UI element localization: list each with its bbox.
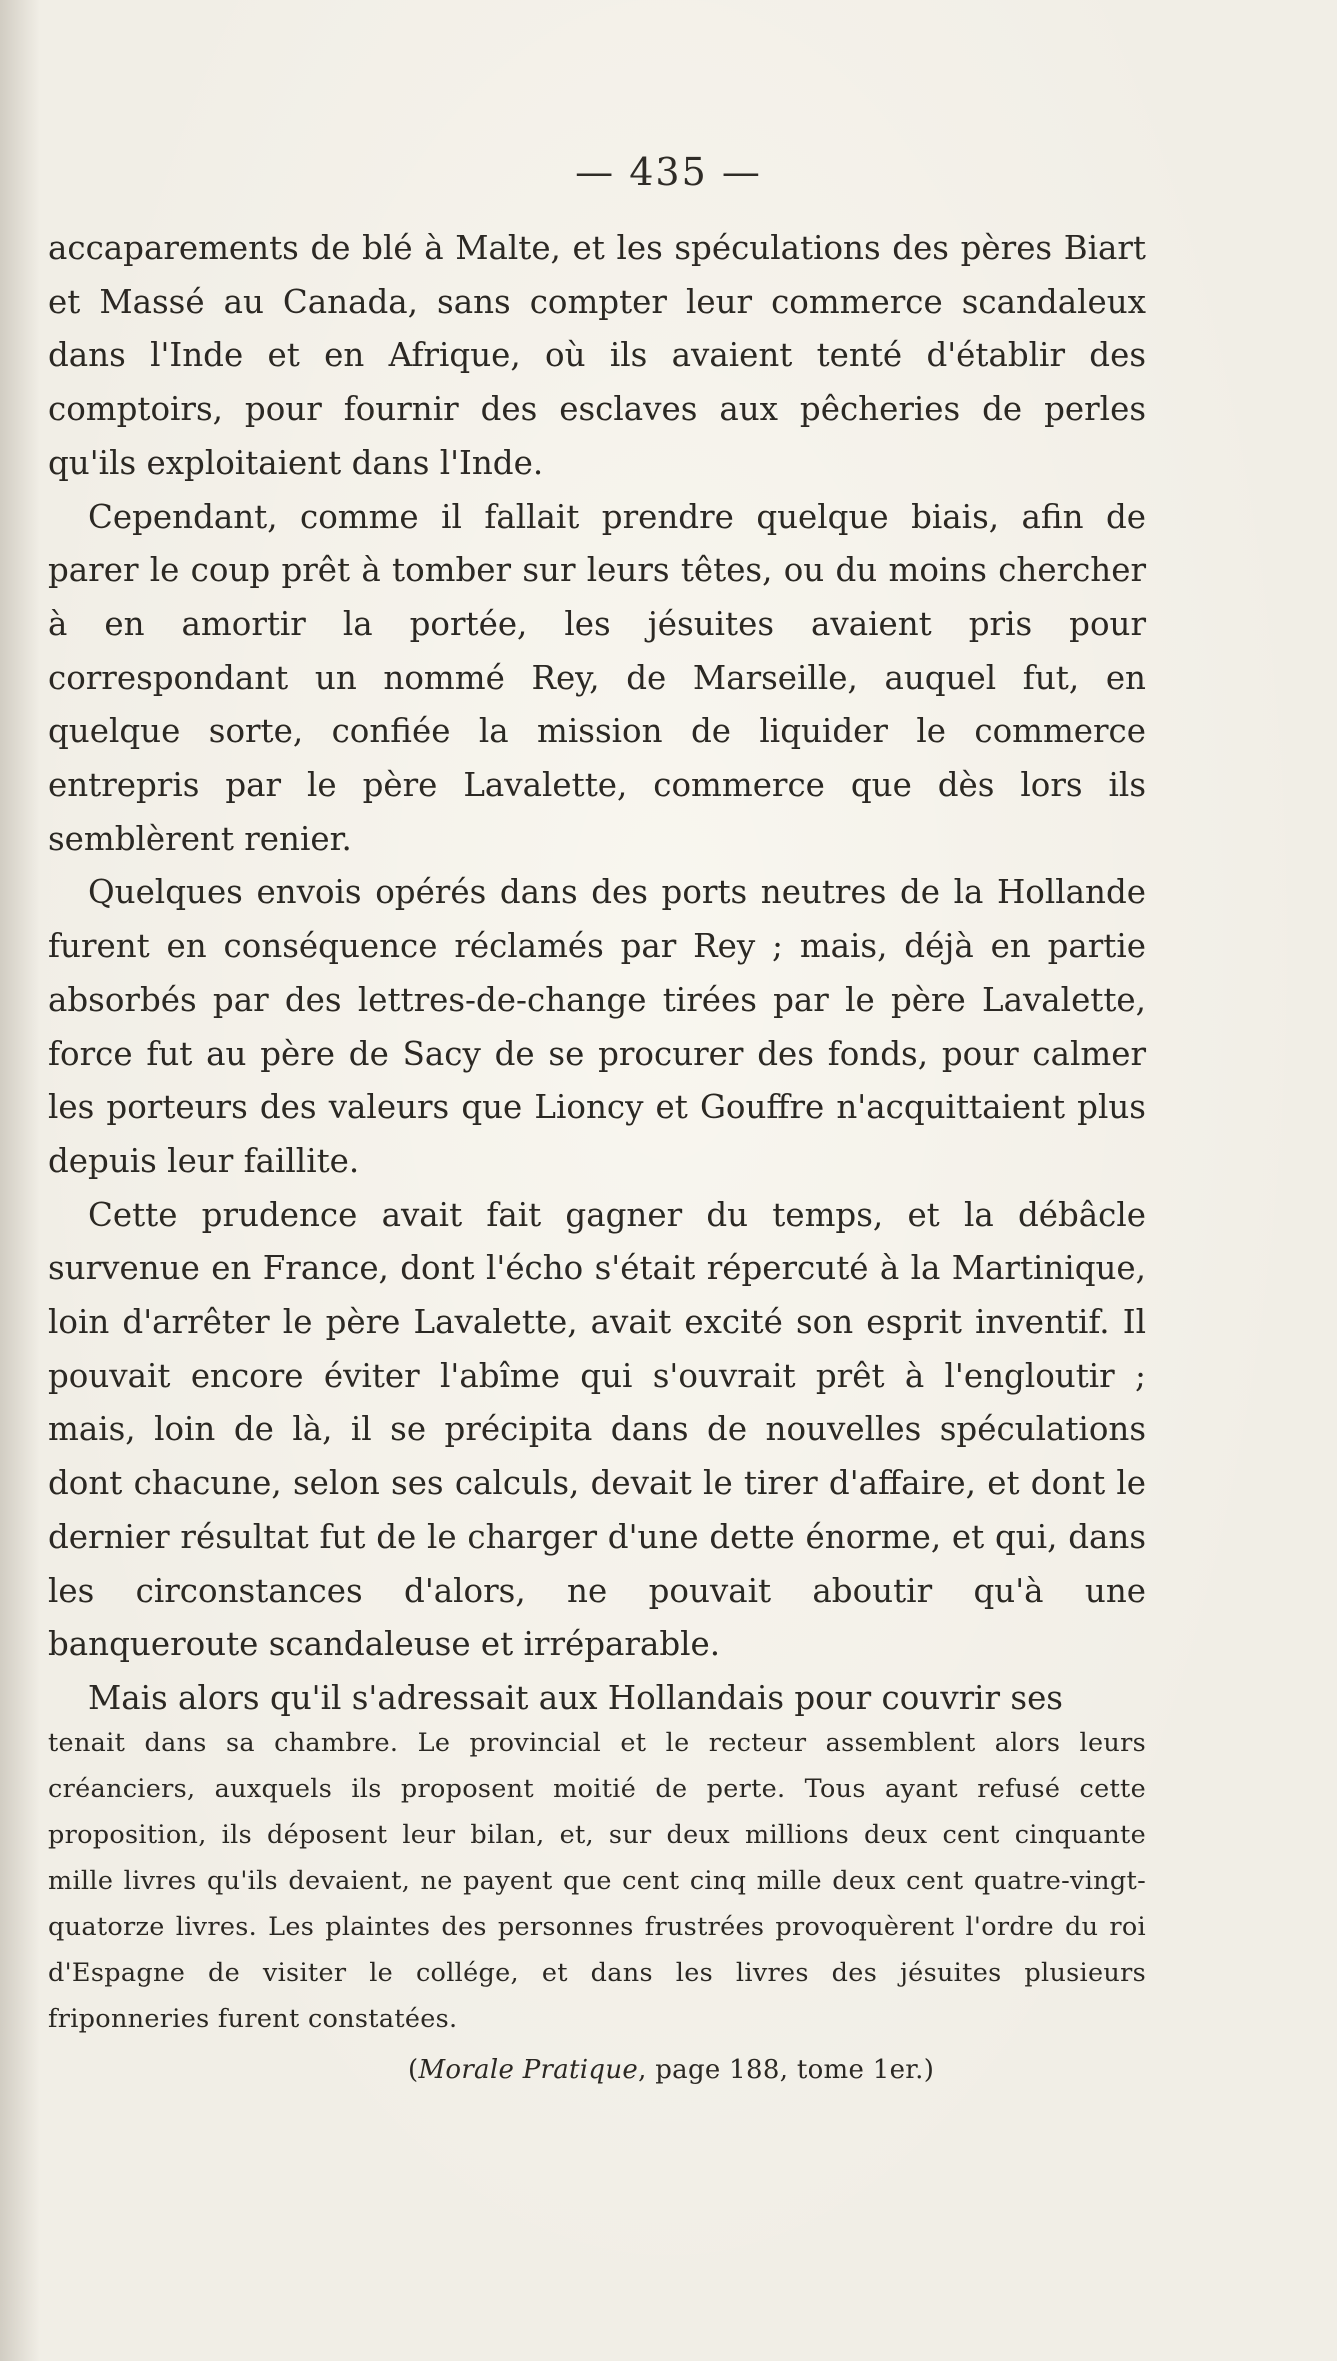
paragraph-3: Quelques envois opérés dans des ports neutres de la Hollande furent en conséquence réclamés par Rey ; mais, déjà en partie absorbés par des lettres-de-change tirées par le père Lavalette, force fut au père de Sacy de se procurer des fonds, pour calmer les porteurs des valeurs que Lioncy et Gouffre n'acquittaient plus depuis leur faillite.: [48, 873, 1146, 1180]
source-open: (: [408, 2055, 419, 2085]
paragraph-2: Cependant, comme il fallait prendre quelque biais, afin de parer le coup prêt à tomber sur leurs têtes, ou du moins chercher à en amortir la portée, les jésuites avaient pris pour correspondant un nommé Rey, de Marseille, auquel fut, en quelque sorte, confiée la mission de liquider le commerce entrepris par le père Lavalette, commerce que dès lors ils semblèrent renier.: [48, 497, 1146, 858]
paragraph-5: Mais alors qu'il s'adressait aux Hollandais pour couvrir ses: [88, 1678, 1063, 1717]
footnote-text: tenait dans sa chambre. Le provincial et le recteur assemblent alors leurs créanciers, auxquels ils proposent moitié de perte. Tous ayant refusé cette proposition, ils déposent leur bilan, et, sur deux millions deux cent cinquante mille livres qu'ils devaient, ne payent que cent cinq mille deux cent quatre-vingt-quatorze livres. Les plaintes des personnes frustrées provoquèrent l'ordre du roi d'Espagne de visiter le collége, et dans les livres des jésuites plusieurs friponneries furent constatées.: [48, 1728, 1146, 2034]
paragraph-1: accaparements de blé à Malte, et les spéculations des pères Biart et Massé au Canada, sans compter leur commerce scandaleux dans l'Inde et en Afrique, où ils avaient tenté d'établir des comptoirs, pour fournir des esclaves aux pêcheries de perles qu'ils exploitaient dans l'Inde.: [48, 229, 1146, 482]
paragraph-4: Cette prudence avait fait gagner du temps, et la débâcle survenue en France, dont l'écho s'était répercuté à la Martinique, loin d'arrêter le père Lavalette, avait excité son esprit inventif. Il pouvait encore éviter l'abîme qui s'ouvrait prêt à l'engloutir ; mais, loin de là, il se précipita dans de nouvelles spéculations dont chacune, selon ses calculs, devait le tirer d'affaire, et dont le dernier résultat fut de le charger d'une dette énorme, et qui, dans les circonstances d'alors, ne pouvait aboutir qu'à une banqueroute scandaleuse et irréparable.: [48, 1195, 1146, 1664]
binding-shadow: [0, 0, 40, 2361]
footnote: [48, 1720, 1146, 2090]
source-title: Morale Pratique: [418, 2055, 639, 2085]
source-reference: , page 188, tome 1er.): [638, 2055, 935, 2085]
footnote-source: [48, 2050, 1146, 2090]
main-text: [48, 222, 1146, 1726]
page-number: — 435 —: [575, 150, 762, 194]
